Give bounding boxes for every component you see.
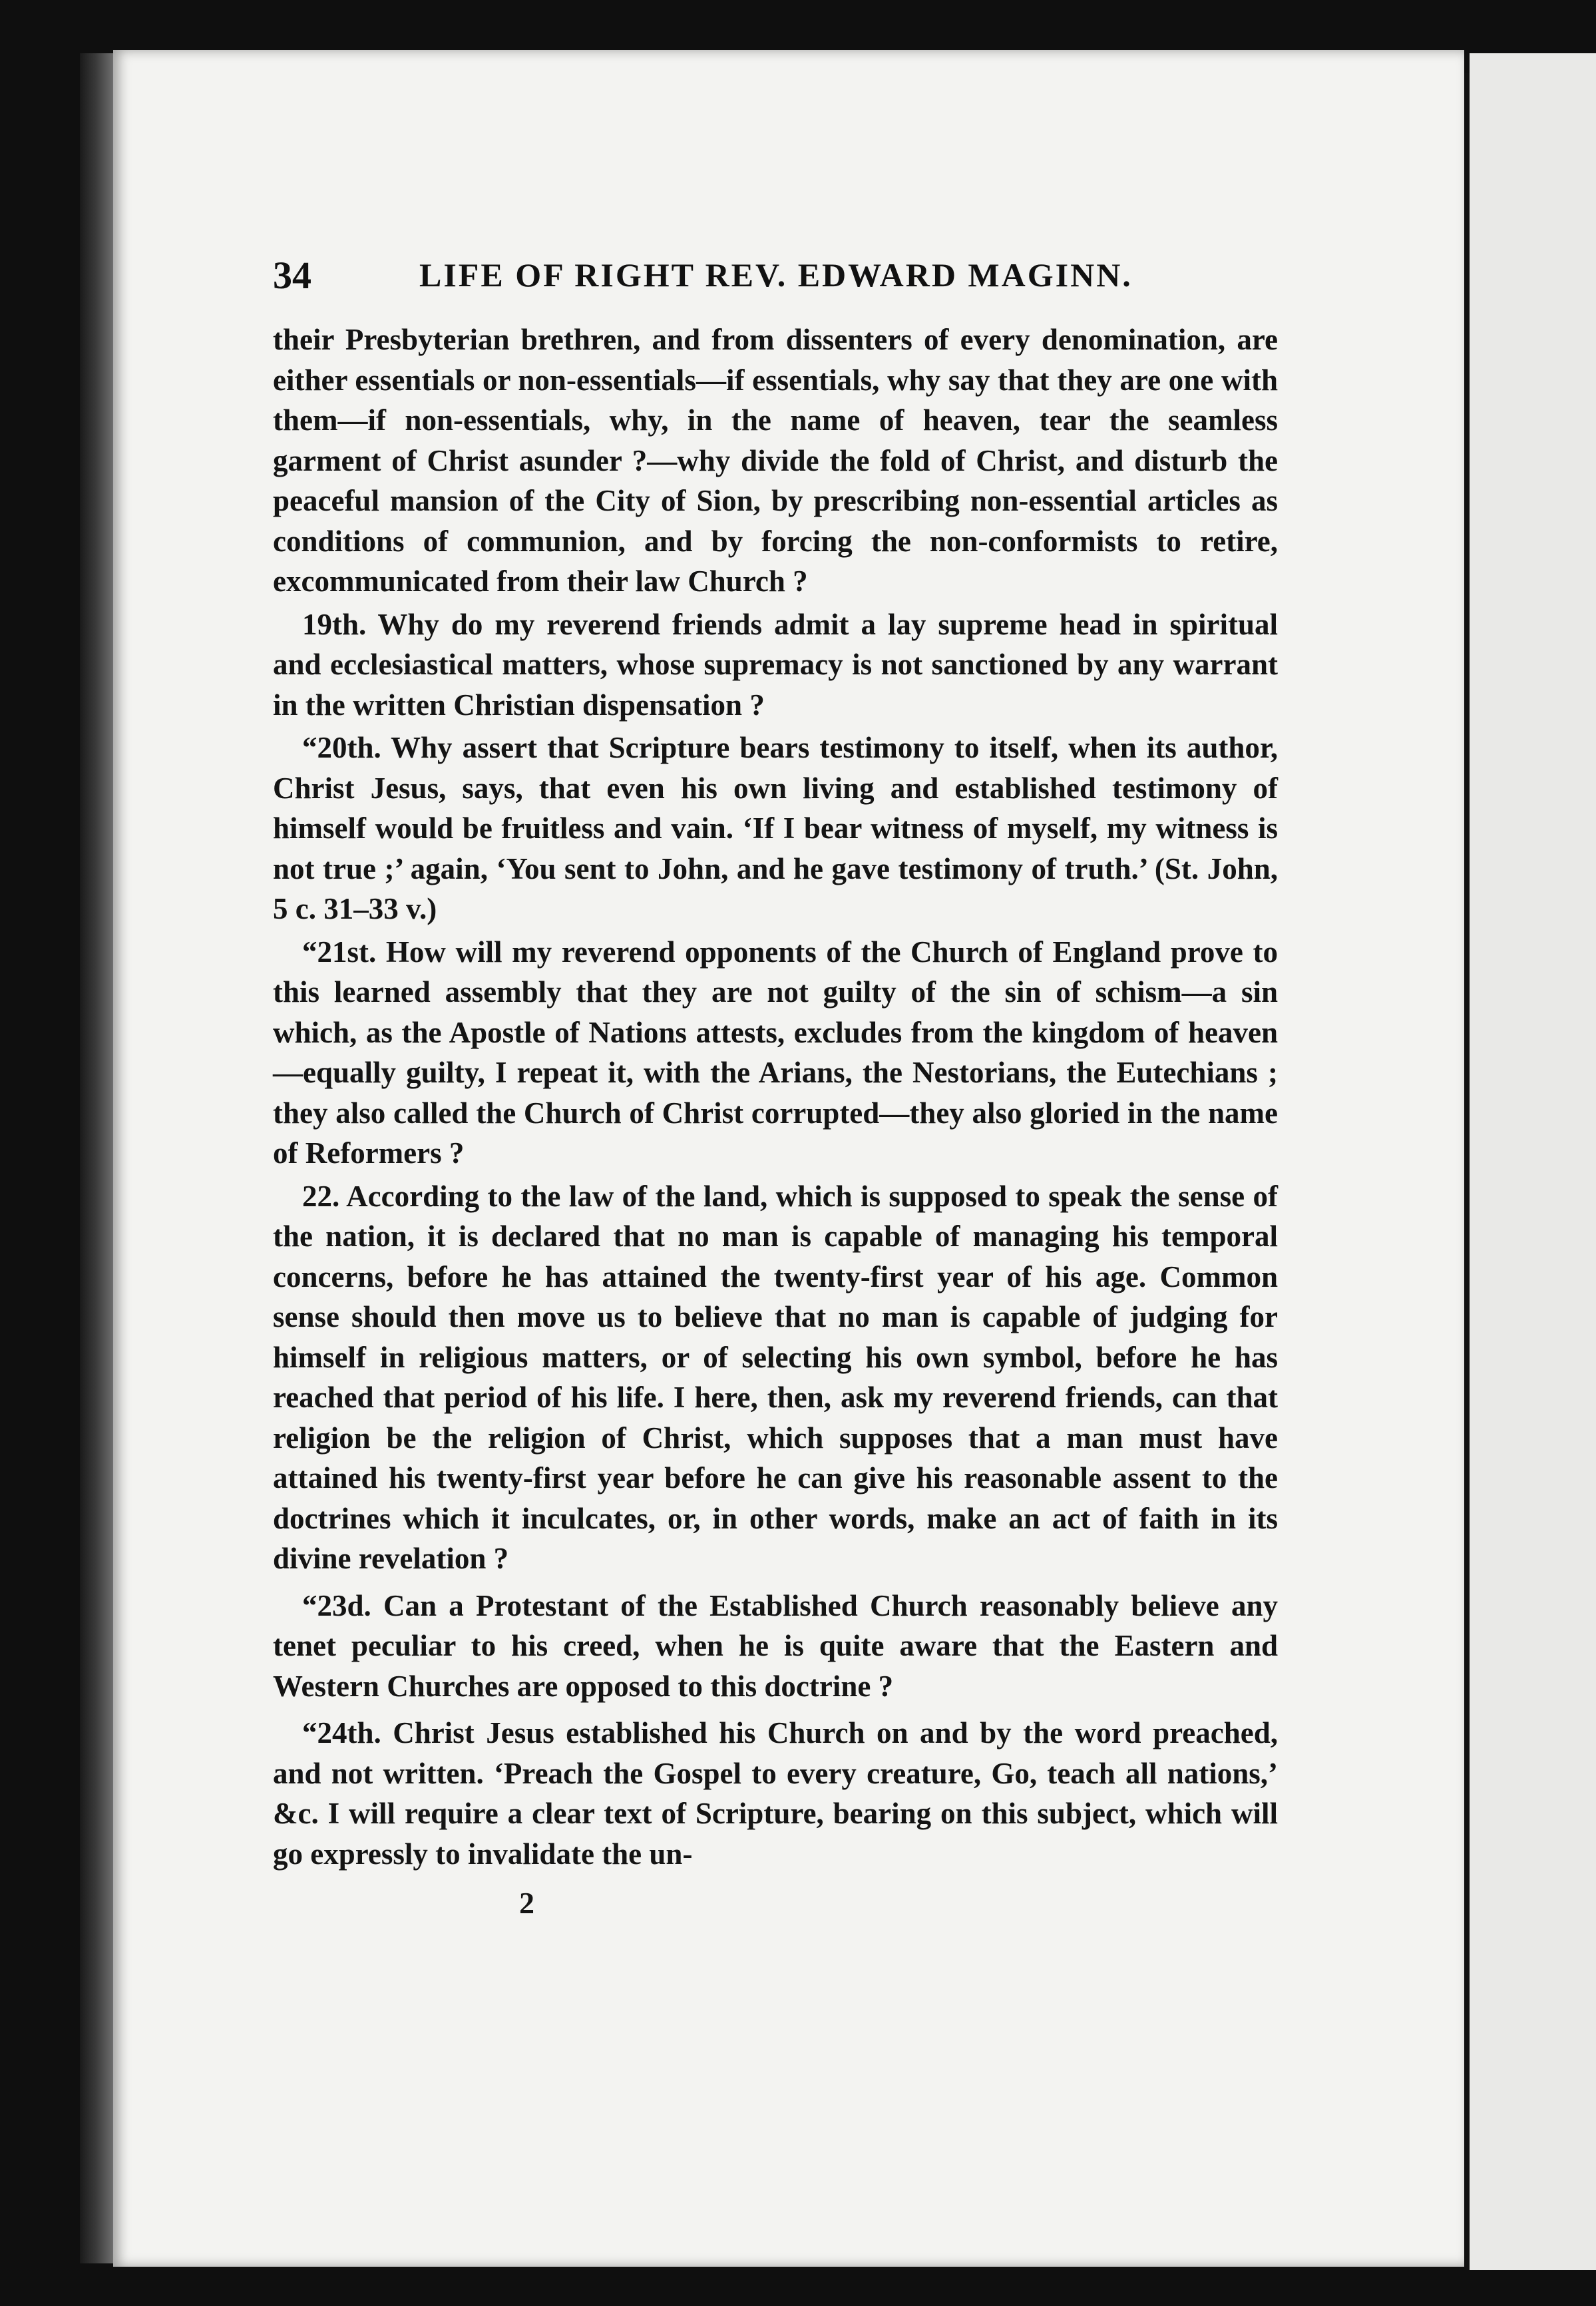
page-number: 34: [273, 254, 311, 297]
facing-page-edge: [1470, 53, 1596, 2270]
paragraph-19th: 19th. Why do my reverend friends admit a lay supreme head in spiritual and ecclesiastical matters, whose supremacy is not sanctioned by any warrant in the written Christian dispensation ?: [273, 607, 1278, 722]
paragraph-20th: “20th. Why assert that Scripture bears testimony to itself, when its author, Christ Jesus, says, that even his own living and established testimony of himself would be fruitless and vain. ‘If I bear witness of myself, my witness is not true ;’ again, ‘You sent to John, and he gave testimony of truth.’ (St. John, 5 c. 31–33 v.): [273, 731, 1278, 925]
paragraph-continuation: their Presbyterian brethren, and from dissenters of every denomination, are either essentials or non-essentials—if essentials, why say that they are one with them—if non-essentials, why, in the name of heaven, tear the seamless garment of Christ asunder ?—why divide the fold of Christ, and disturb the peaceful mansion of the City of Sion, by prescribing non-essential articles as conditions of communion, and by forcing the non-conformists to retire, excommunicated from their law Church ?: [273, 323, 1278, 598]
page-gutter-rule: [1464, 73, 1470, 2270]
signature-mark: 2: [519, 1886, 534, 1920]
running-title: LIFE OF RIGHT REV. EDWARD MAGINN.: [419, 256, 1133, 294]
paragraph-24th: “24th. Christ Jesus established his Church on and by the word preached, and not written. ‘Preach the Gospel to every creature, Go, teach all nations,’ &c. I will require a clear text of Scripture, bearing on this subject, which will go expressly to invalidate the un-: [273, 1716, 1278, 1871]
paragraph-22: 22. According to the law of the land, which is supposed to speak the sense of the nation, it is declared that no man is capable of managing his temporal concerns, before he has attained the twenty-first year of his age. Common sense should then move us to believe that no man is capable of judging for himself in religious matters, or of selecting his own symbol, before he has reached that period of his life. I here, then, ask my reverend friends, can that religion be the religion of Christ, which supposes that a man must have attained his twenty-first year before he can give his reasonable assent to the doctrines which it inculcates, or, in other words, make an act of faith in its divine revelation ?: [273, 1179, 1278, 1575]
paragraph-21st: “21st. How will my reverend opponents of the Church of England prove to this learned assembly that they are not guilty of the sin of schism—a sin which, as the Apostle of Nations attests, excludes from the kingdom of heaven—equally guilty, I repeat it, with the Arians, the Nestorians, the Eutechians ; they also called the Church of Christ corrupted—they also gloried in the name of Reformers ?: [273, 935, 1278, 1170]
running-head: [273, 253, 1285, 306]
body-text: [273, 320, 1278, 1874]
paragraph-23d: “23d. Can a Protestant of the Established Church reasonably believe any tenet peculiar to his creed, when he is quite aware that the Eastern and Western Churches are opposed to this doctrine ?: [273, 1588, 1278, 1703]
